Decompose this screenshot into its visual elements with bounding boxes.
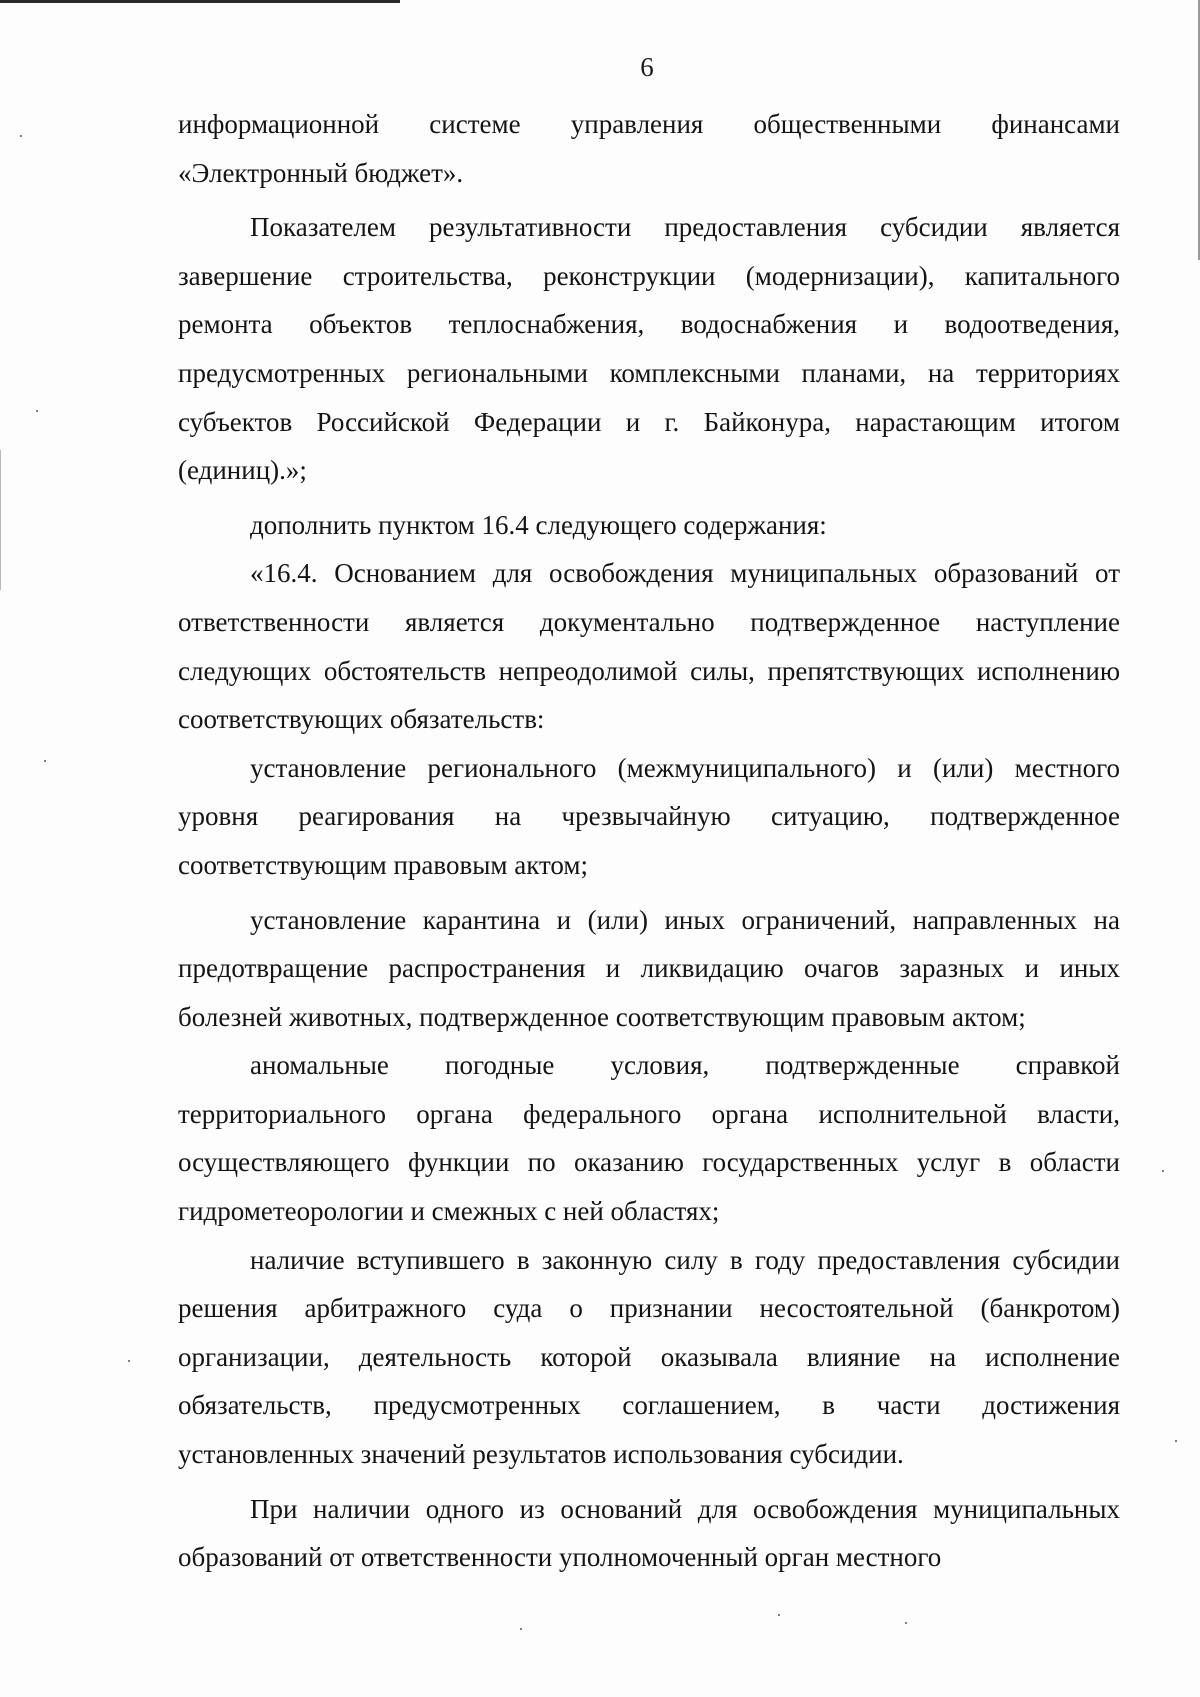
paragraph-quarantine: установление карантина и (или) иных ограничений, направленных на предотвращение распространения и ликвидацию очагов заразных и иных болезней животных, подтвержденное соответствующим правовым актом; <box>178 904 1120 1032</box>
page-number: 6 <box>640 52 654 82</box>
scan-speck <box>1162 1170 1164 1172</box>
document-body <box>178 100 1120 1582</box>
scan-speck <box>1175 1440 1177 1442</box>
scan-speck <box>778 1614 780 1616</box>
paragraph-arbitration: наличие вступившего в законную силу в году предоставления субсидии решения арбитражного суда о признании несостоятельной (банкротом) организации, деятельность которой оказывала влияние на исполнение обязательств, предусмотренных соглашением, в части достижения установленных значений результатов использования субсидии. <box>178 1244 1120 1470</box>
paragraph-amendment-intro: дополнить пунктом 16.4 следующего содержания: <box>250 509 827 540</box>
scan-speck <box>905 1622 907 1624</box>
scan-speck <box>128 1360 130 1362</box>
scan-edge-left <box>0 450 1 590</box>
scan-speck <box>520 1628 522 1630</box>
paragraph-grounds-exemption: При наличии одного из оснований для освобождения муниципальных образований от ответственности уполномоченный орган местного <box>178 1493 1120 1573</box>
scan-speck <box>36 410 38 412</box>
paragraph-emergency-level: установление регионального (межмуниципального) и (или) местного уровня реагирования на чрезвычайную ситуацию, подтвержденное соответствующим правовым актом; <box>178 752 1120 880</box>
paragraph-continuation: информационной системе управления общественными финансами «Электронный бюджет». <box>178 109 1120 188</box>
paragraph-performance-indicator: Показателем результативности предоставления субсидии является завершение строительства, реконструкции (модернизации), капитального ремонта объектов теплоснабжения, водоснабжения и водоотведения, предусмотренных региональными комплексными планами, на территориях субъектов Российской Федерации и г. Байконура, нарастающим итогом (единиц).»; <box>178 212 1120 486</box>
paragraph-clause-16-4: «16.4. Основанием для освобождения муниципальных образований от ответственности является документально подтвержденное наступление следующих обстоятельств непреодолимой силы, препятствующих исполнению соответствующих обязательств: <box>178 558 1120 735</box>
paragraph-weather: аномальные погодные условия, подтвержденные справкой территориального органа федерального органа исполнительной власти, осуществляющего функции по оказанию государственных услуг в области гидрометеорологии и смежных с ней областях; <box>178 1050 1120 1227</box>
scan-speck <box>44 760 46 762</box>
scan-speck <box>20 135 22 137</box>
scan-edge-top <box>0 0 400 3</box>
